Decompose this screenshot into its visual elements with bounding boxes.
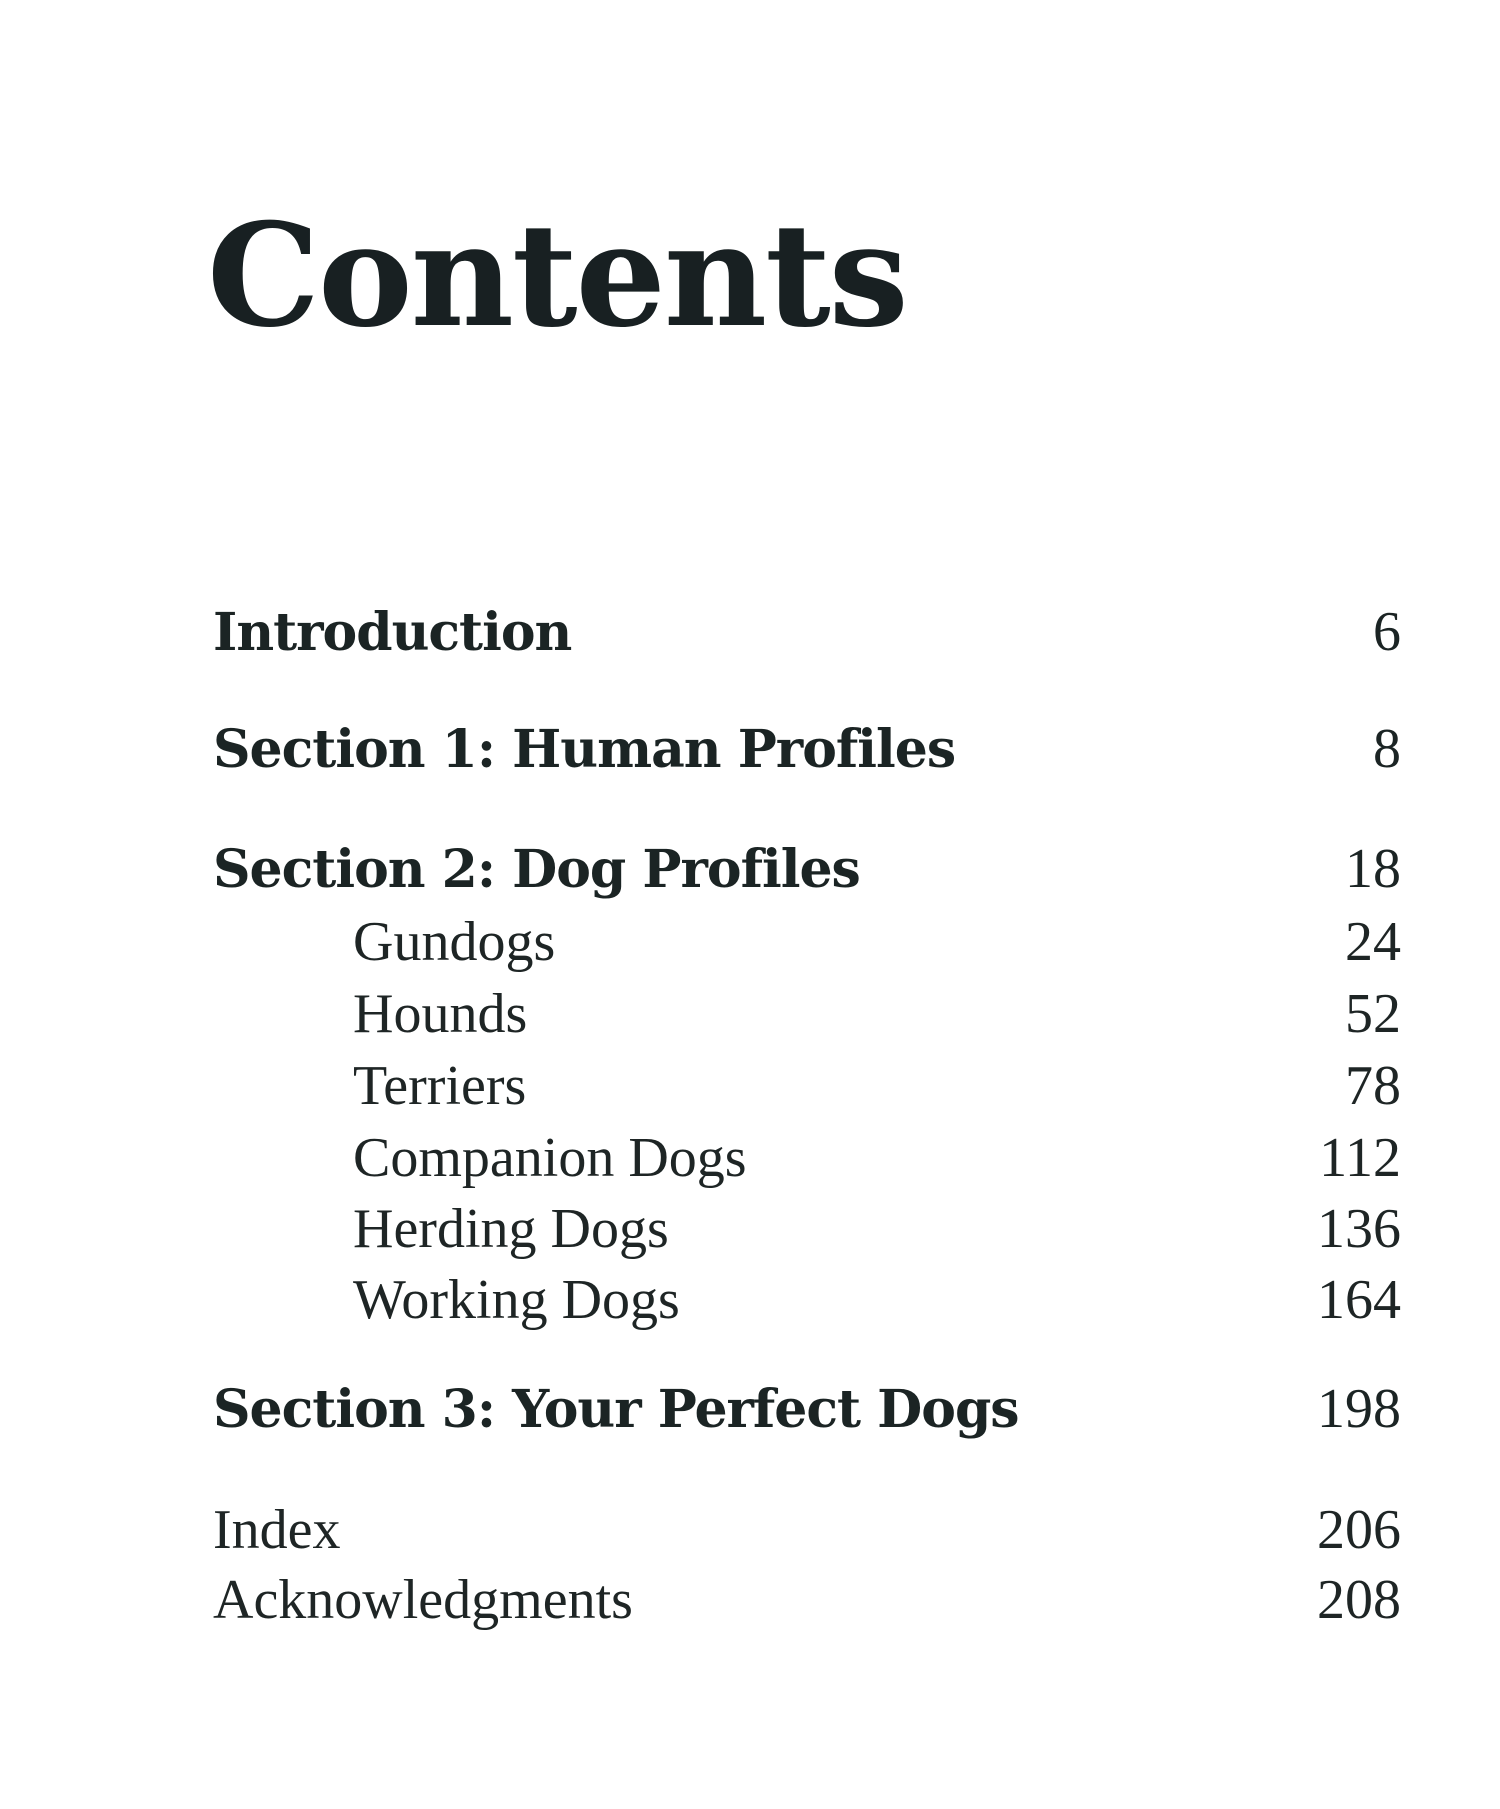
toc-entry-label: Index xyxy=(213,1499,341,1561)
toc-subentry-working-dogs[interactable] xyxy=(213,1268,1401,1332)
toc-entry-page: 206 xyxy=(1317,1499,1401,1561)
toc-subentry-label: Companion Dogs xyxy=(353,1127,747,1189)
toc-subentry-page: 24 xyxy=(1345,911,1401,973)
toc-entry-page: 198 xyxy=(1317,1378,1401,1440)
toc-entry-label: Introduction xyxy=(213,602,572,663)
toc-entry-label: Section 2: Dog Profiles xyxy=(213,839,860,900)
toc-entry-label: Section 1: Human Profiles xyxy=(213,719,956,780)
toc-entry-page: 8 xyxy=(1373,718,1401,780)
toc-subentry-page: 136 xyxy=(1317,1198,1401,1260)
toc-entry-page: 6 xyxy=(1373,601,1401,663)
toc-subentry-page: 112 xyxy=(1319,1127,1401,1189)
toc-entry-page: 18 xyxy=(1345,838,1401,900)
toc-entry-page: 208 xyxy=(1317,1569,1401,1631)
toc-subentry-gundogs[interactable] xyxy=(213,910,1401,974)
toc-entry-introduction[interactable] xyxy=(213,600,1401,664)
toc-subentry-label: Gundogs xyxy=(353,911,556,973)
toc-entry-section-2[interactable] xyxy=(213,837,1401,901)
toc-subentry-terriers[interactable] xyxy=(213,1054,1401,1118)
toc-subentry-label: Hounds xyxy=(353,983,528,1045)
toc-subentry-hounds[interactable] xyxy=(213,982,1401,1046)
toc-subentry-label: Working Dogs xyxy=(353,1269,680,1331)
toc-subentry-companion-dogs[interactable] xyxy=(213,1126,1401,1190)
toc-subentry-herding-dogs[interactable] xyxy=(213,1197,1401,1261)
toc-entry-section-3[interactable] xyxy=(213,1377,1401,1441)
toc-subentry-page: 78 xyxy=(1345,1055,1401,1117)
toc-subentry-label: Herding Dogs xyxy=(353,1198,669,1260)
toc-entry-section-1[interactable] xyxy=(213,717,1401,781)
toc-entry-acknowledgments[interactable] xyxy=(213,1568,1401,1632)
toc-subentry-label: Terriers xyxy=(353,1055,527,1117)
toc-subentry-page: 164 xyxy=(1317,1269,1401,1331)
toc-entry-label: Section 3: Your Perfect Dogs xyxy=(213,1379,1019,1440)
toc-entry-index[interactable] xyxy=(213,1498,1401,1562)
toc-subentry-page: 52 xyxy=(1345,983,1401,1045)
page-title: Contents xyxy=(207,193,907,359)
toc-entry-label: Acknowledgments xyxy=(213,1569,633,1631)
